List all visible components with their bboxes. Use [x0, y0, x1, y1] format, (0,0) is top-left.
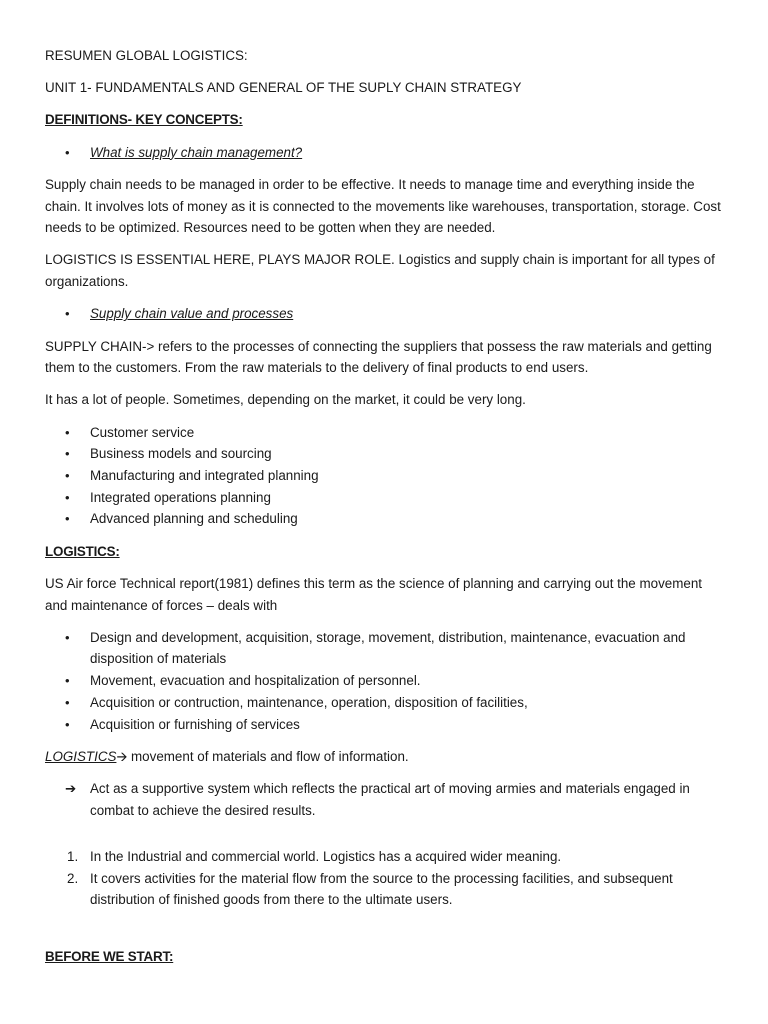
list-item-text: Business models and sourcing — [90, 446, 272, 462]
question-value-processes: Supply chain value and processes — [90, 306, 294, 322]
doc-title: RESUMEN GLOBAL LOGISTICS: — [45, 48, 248, 63]
list-item — [45, 692, 724, 714]
list-item — [45, 465, 724, 487]
list-item-text: Act as a supportive system which reflects the practical art of moving armies and materials engaged in combat to achieve the desired results. — [90, 780, 690, 818]
list-item — [45, 670, 724, 692]
arrow-right-icon: ➔ — [65, 780, 77, 796]
spacer — [45, 922, 724, 946]
list-item — [45, 846, 724, 868]
spacer — [45, 832, 724, 846]
list-item-text: In the Industrial and commercial world. Logistics has a acquired wider meaning. — [90, 848, 562, 864]
bullet-icon: • — [65, 511, 70, 527]
list-item-text: Design and development, acquisition, storage, movement, distribution, maintenance, evacuation and disposition of materials — [90, 629, 686, 667]
logistics-term: LOGISTICS — [45, 748, 117, 764]
list-item-text: Integrated operations planning — [90, 489, 271, 505]
supply-chain-list — [45, 422, 724, 531]
bullet-icon: • — [65, 673, 70, 689]
bullet-icon: • — [65, 468, 70, 484]
bullet-icon: • — [65, 716, 70, 732]
list-item — [45, 778, 724, 821]
logistics-list — [45, 627, 724, 736]
bullet-icon: • — [65, 629, 70, 645]
arrow-icon: 🡪 — [116, 748, 128, 764]
bullet-icon: • — [65, 144, 70, 160]
arrow-list — [45, 778, 724, 821]
paragraph-air-force-report: US Air force Technical report(1981) defines this term as the science of planning and carrying out the movement and maintenance of forces – deals with — [45, 575, 702, 613]
question-list-2 — [45, 303, 724, 325]
definitions-heading: DEFINITIONS- KEY CONCEPTS: — [45, 112, 243, 128]
bullet-icon: • — [65, 694, 70, 710]
list-item — [45, 422, 724, 444]
list-item — [45, 142, 724, 164]
list-item — [45, 487, 724, 509]
bullet-icon: • — [65, 489, 70, 505]
list-item-text: Advanced planning and scheduling — [90, 511, 298, 527]
list-item — [45, 868, 724, 911]
list-item-text: Acquisition or contruction, maintenance, operation, disposition of facilities, — [90, 694, 528, 710]
numbered-list — [45, 846, 724, 911]
logistics-definition-text: movement of materials and flow of information. — [127, 748, 409, 764]
bullet-icon: • — [65, 306, 70, 322]
list-item-text: It covers activities for the material flow from the source to the processing facilities, and subsequent distribution of finished goods from there to the ultimate users. — [90, 870, 673, 908]
before-we-start-heading: BEFORE WE START: — [45, 948, 174, 964]
list-item — [45, 303, 724, 325]
list-item-text: Manufacturing and integrated planning — [90, 468, 319, 484]
question-supply-chain-management: What is supply chain management? — [90, 144, 303, 160]
paragraph-people: It has a lot of people. Sometimes, depending on the market, it could be very long. — [45, 392, 526, 408]
paragraph-supply-chain: Supply chain needs to be managed in order to be effective. It needs to manage time and everything inside the chain. It involves lots of money as it is connected to the movements like warehouses, transportation, storage. Cost needs to be optimized. Resources need to be gotten when they are needed. — [45, 176, 721, 236]
list-item-text: Acquisition or furnishing of services — [90, 716, 300, 732]
bullet-icon: • — [65, 424, 70, 440]
paragraph-supply-chain-definition: SUPPLY CHAIN-> refers to the processes of connecting the suppliers that possess the raw materials and getting them to the customers. From the raw materials to the delivery of final products to end users. — [45, 338, 712, 376]
paragraph-logistics-definition — [45, 746, 724, 768]
bullet-icon: • — [65, 446, 70, 462]
list-number: 1. — [67, 848, 79, 864]
list-item — [45, 508, 724, 530]
list-item-text: Movement, evacuation and hospitalization of personnel. — [90, 673, 421, 689]
list-number: 2. — [67, 870, 79, 886]
logistics-heading: LOGISTICS: — [45, 543, 120, 559]
list-item — [45, 443, 724, 465]
unit-title: UNIT 1- FUNDAMENTALS AND GENERAL OF THE SUPLY CHAIN STRATEGY — [45, 80, 522, 96]
question-list-1 — [45, 142, 724, 164]
list-item — [45, 714, 724, 736]
list-item-text: Customer service — [90, 424, 195, 440]
list-item — [45, 627, 724, 670]
paragraph-logistics-essential: LOGISTICS IS ESSENTIAL HERE, PLAYS MAJOR ROLE. Logistics and supply chain is important for all types of organizations. — [45, 252, 715, 290]
